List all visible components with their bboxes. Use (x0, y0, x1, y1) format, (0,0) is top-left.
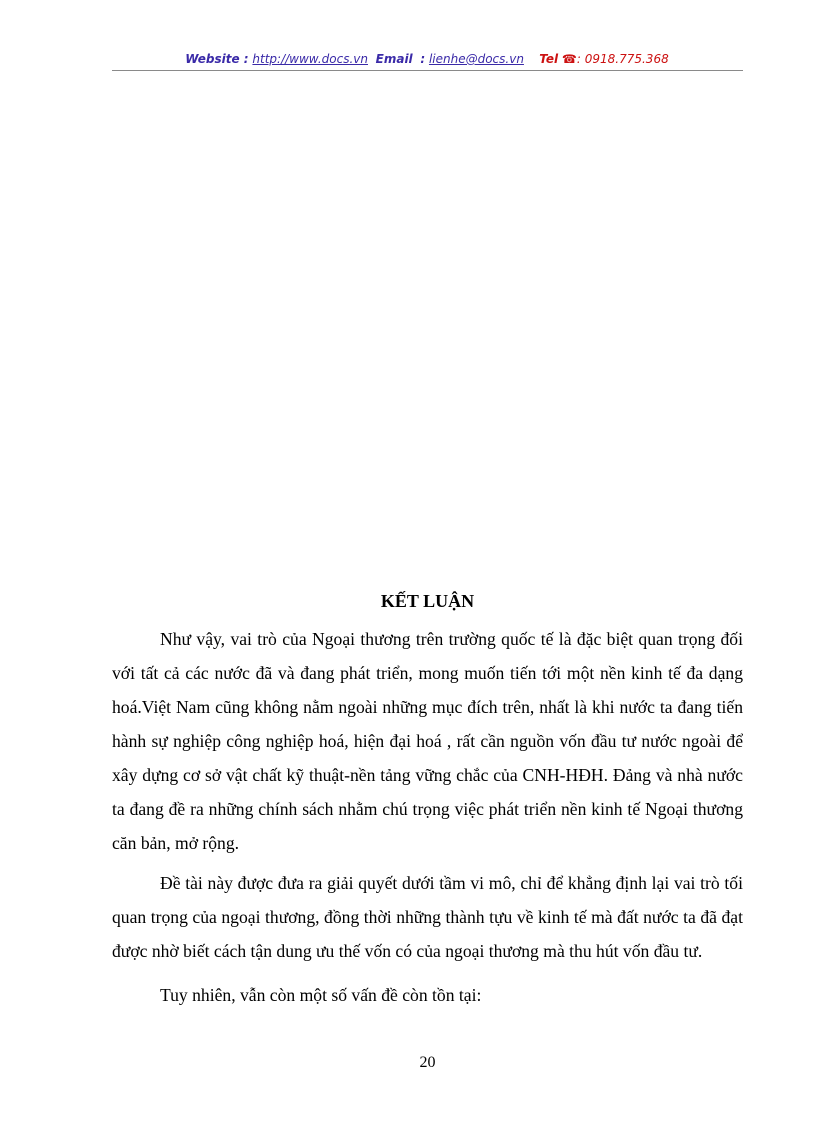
section-title: KẾT LUẬN (380, 591, 475, 611)
paragraph-1: Như vậy, vai trò của Ngoại thương trên trường quốc tế là đặc biệt quan trọng đối với tất cả các nước đã và đang phát triển, mong muốn tiến tới một nền kinh tế đa dạng hoá.Việt Nam cũng không nằm ngoài những mục đích trên, nhất là khi nước ta đang tiến hành sự nghiệp công nghiệp hoá, hiện đại hoá , rất cần nguồn vốn đầu tư nước ngoài để xây dựng cơ sở vật chất kỹ thuật-nền tảng vững chắc của CNH-HĐH. Đảng và nhà nước ta đang đề ra những chính sách nhằm chú trọng việc phát triển nền kinh tế Ngoại thương căn bản, mở rộng. (112, 629, 743, 853)
paragraph-2: Đề tài này được đưa ra giải quyết dưới tầm vi mô, chỉ để khẳng định lại vai trò tối quan trọng của ngoại thương, đồng thời những thành tựu về kinh tế mà đất nước ta đã đạt được nhờ biết cách tận dung ưu thế vốn có của ngoại thương mà thu hút vốn đầu tư. (112, 873, 743, 961)
phone-icon: ☎ (561, 52, 577, 66)
page-number: 20 (419, 1054, 436, 1071)
tel-value: : 0918.775.368 (576, 52, 669, 66)
email-label: Email (375, 52, 413, 66)
email-separator: : (420, 52, 426, 66)
header-rule (112, 70, 743, 71)
paragraph-3: Tuy nhiên, vẫn còn một số vấn đề còn tồn tại: (160, 985, 482, 1005)
tel-label: Tel (539, 52, 559, 66)
email-link[interactable]: lienhe@docs.vn (428, 52, 524, 66)
website-link[interactable]: http://www.docs.vn (252, 52, 368, 66)
page-header (112, 50, 742, 68)
body-text (112, 622, 743, 1012)
website-label: Website : (185, 52, 249, 66)
